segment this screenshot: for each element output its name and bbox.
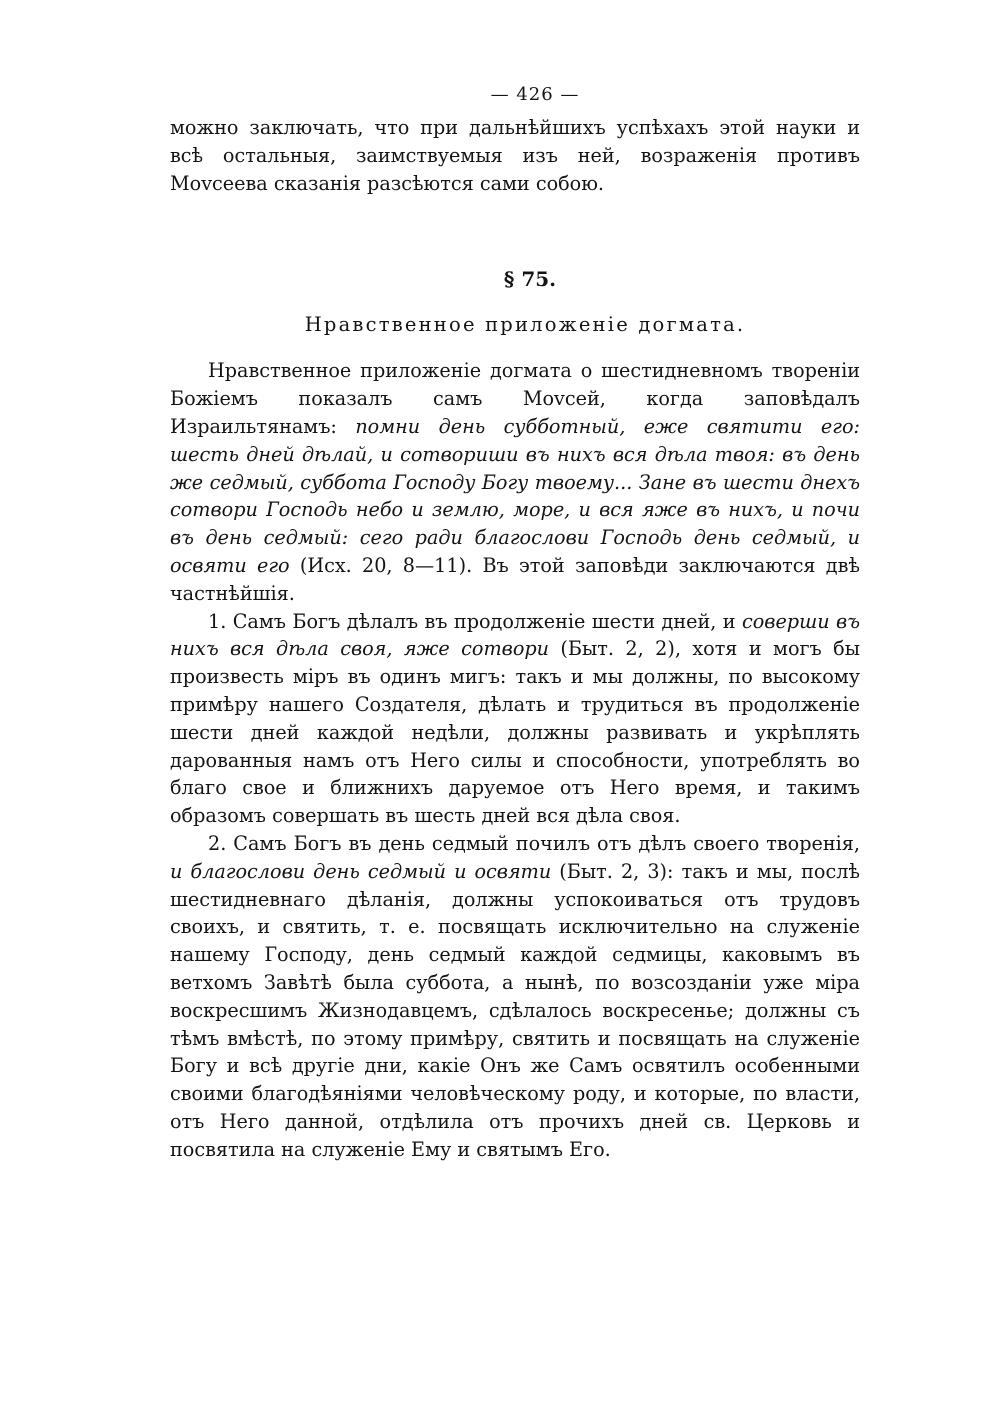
paragraph-text: (Быт. 2, 3): такъ и мы, послѣ шестидневнаго дѣланія, должны успокоиваться отъ трудовъ своихъ, и святить, т. е. посвящать исключительно на служеніе нашему Господу, день седмый каждой седмицы, каковымъ въ ветхомъ Завѣтѣ была суббота, а нынѣ, по возсозданіи уже міра воскресшимъ Жизнодавцемъ, сдѣлалось воскресенье; должны съ тѣмъ вмѣстѣ, по этому примѣру, святить и посвящать на служеніе Богу и всѣ другіе дни, какіе Онъ же Самъ освятилъ особенными своими благодѣяніями человѣческому роду, и которые, по власти, отъ Него данной, отдѣлила отъ прочихъ дней св. Церковь и посвятила на служеніе Ему и святымъ Его. xyxy=(170,859,860,1161)
intro-paragraph: можно заключать, что при дальнѣйшихъ успѣхахъ этой науки и всѣ остальныя, заимствуемыя изъ ней, возраженія противъ Моvсеева сказанія разсѣются сами собою. xyxy=(170,116,860,195)
scripture-quote: и благослови день седмый и освяти xyxy=(170,859,552,883)
section-number: § 75. xyxy=(503,267,557,292)
paragraph-text: (Быт. 2, 2), хотя и могъ бы произвесть міръ въ одинъ мигъ: такъ и мы должны, по высокому примѣру нашего Создателя, дѣлать и трудиться въ продолженіе шести дней каждой недѣли, должны развивать и укрѣплять дарованныя намъ отъ Него силы и способности, употреблять во благо свое и ближнихъ даруемое отъ Него время, и такимъ образомъ совершать въ шесть дней вся дѣла своя. xyxy=(170,637,860,828)
scripture-quote: соверши въ нихъ вся дѣла своя, яже сотвори xyxy=(170,609,860,661)
section-title: Нравственное приложеніе догмата. xyxy=(304,313,746,337)
paragraph-point-1 xyxy=(170,608,860,830)
page-number: — 426 — xyxy=(490,84,580,105)
paragraph-text: 2. Самъ Богъ въ день седмый почилъ отъ дѣлъ своего творенія, xyxy=(208,831,860,855)
book-page xyxy=(170,84,860,1164)
scripture-quote: помни день субботный, еже святити его: шесть дней дѣлай, и сотвориши въ нихъ вся дѣла твоя: въ день же седмый, суббота Господу Богу твоему... Зане въ шести днехъ сотвори Господь небо и землю, море, и вся яже въ нихъ, и почи въ день седмый: сего ради благослови Господь день седмый, и освяти его xyxy=(170,414,860,577)
paragraph-text: 1. Самъ Богъ дѣлалъ въ продолженіе шести дней, и xyxy=(208,609,742,633)
paragraph-text: (Исх. 20, 8—11). Въ этой заповѣди заключаются двѣ частнѣйшія. xyxy=(170,553,860,605)
paragraph-point-2 xyxy=(170,830,860,1164)
paragraph-text: Нравственное приложеніе догмата о шестидневномъ твореніи Божіемъ показалъ самъ Моvсей, когда заповѣдалъ Израильтянамъ: xyxy=(170,359,860,438)
paragraph-moral-application xyxy=(170,357,860,607)
